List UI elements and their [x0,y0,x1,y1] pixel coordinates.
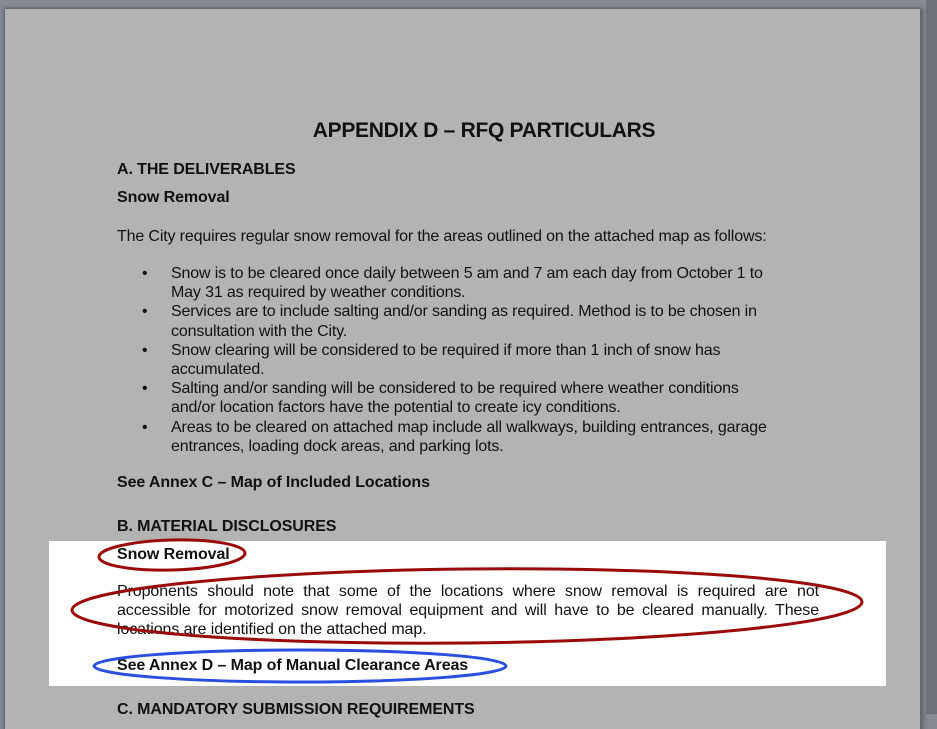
list-item-line: Services are to include salting and/or sanding as required. Method is to be chosen in [171,303,757,321]
list-item [140,418,811,456]
list-item-line: Snow clearing will be considered to be required if more than 1 inch of snow has [171,341,721,359]
list-item-line: consultation with the City. [171,322,348,340]
list-item-line: Snow is to be cleared once daily between 5 am and 7 am each day from October 1 to [171,265,763,282]
list-item-line: Salting and/or sanding will be considered to be required where weather conditions [171,380,739,398]
section-c-heading: C. MANDATORY SUBMISSION REQUIREMENTS [117,701,475,718]
list-item-line: May 31 as required by weather conditions. [171,284,466,302]
list-item-line: accumulated. [171,361,265,379]
annex-c-reference: See Annex C – Map of Included Locations [117,474,430,491]
page-title: APPENDIX D – RFQ PARTICULARS [312,119,656,142]
list-item [140,302,811,340]
annex-d-reference: See Annex D – Map of Manual Clearance Areas [117,657,469,674]
section-a-subheading: Snow Removal [117,189,230,206]
section-b-heading: B. MATERIAL DISCLOSURES [117,518,337,535]
material-disclosure-paragraph: Proponents should note that some of the locations where snow removal is required are not accessible for motorized snow removal equipment and will have to be cleared manually. These locations are identified on the attached map. [117,583,819,638]
list-item-line: entrances, loading dock areas, and parking lots. [171,437,504,455]
list-item-line: and/or location factors have the potential to create icy conditions. [171,399,621,417]
bullet-icon: • [142,265,148,282]
bullet-icon: • [142,380,148,398]
list-item [140,341,811,379]
bullet-icon: • [142,303,148,321]
bullet-icon: • [142,418,148,436]
section-b-subheading: Snow Removal [117,546,230,563]
list-item [140,264,811,302]
section-a-heading: A. THE DELIVERABLES [117,161,296,178]
section-a-intro: The City requires regular snow removal for the areas outlined on the attached map as follows: [117,228,767,245]
list-item-line: Areas to be cleared on attached map include all walkways, building entrances, garage [171,418,767,436]
list-item [140,379,811,417]
window-frame-right [926,0,937,714]
deliverables-list [140,264,811,456]
bullet-icon: • [142,341,148,359]
